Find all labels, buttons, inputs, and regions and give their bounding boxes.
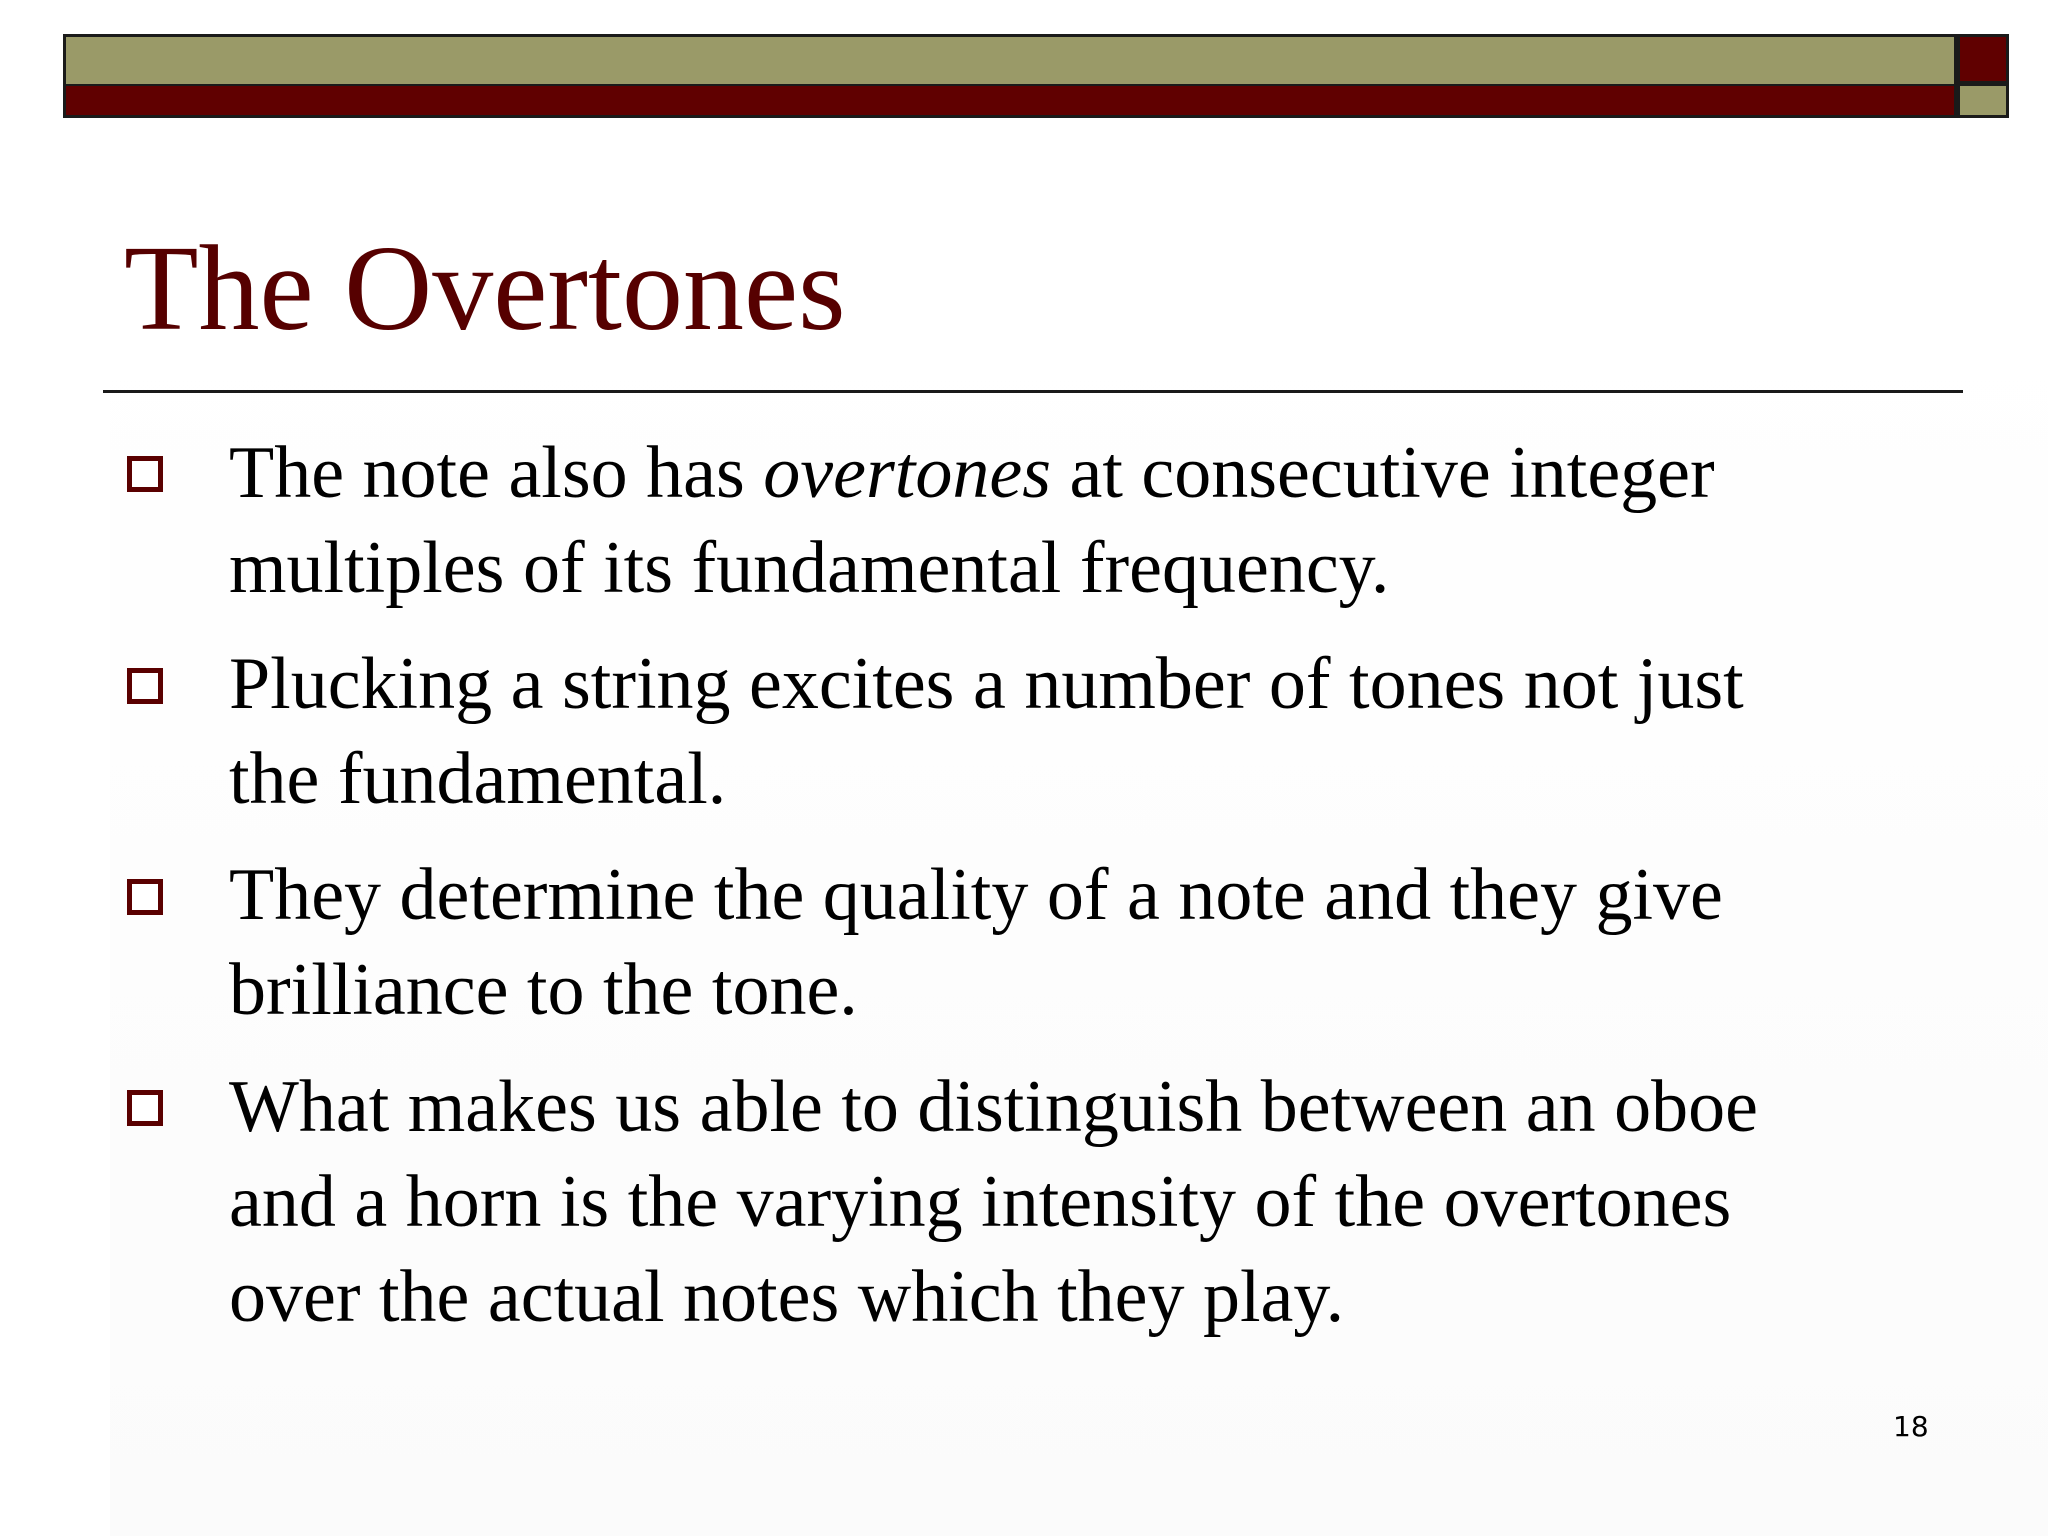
bullet-line: multiples of its fundamental frequency. <box>229 527 1390 609</box>
header-corner-maroon <box>1957 34 2009 84</box>
hollow-square-bullet-icon <box>127 668 163 704</box>
bullet-line: over the actual notes which they play. <box>229 1256 1345 1338</box>
bullet-line: the fundamental. <box>229 738 727 820</box>
header-corner-olive <box>1957 84 2009 118</box>
page-number: 18 <box>1893 1410 1929 1443</box>
slide-title: The Overtones <box>124 221 846 356</box>
hollow-square-bullet-icon <box>127 879 163 915</box>
bullet-line <box>229 426 1929 521</box>
header-band-olive <box>63 34 1957 84</box>
hollow-square-bullet-icon <box>127 456 163 492</box>
bullet-line-after: at consecutive integer <box>1051 432 1715 514</box>
header-band-maroon <box>63 84 1957 118</box>
bullet-line: Plucking a string excites a number of tones not just <box>229 643 1744 725</box>
title-divider <box>103 390 1963 393</box>
bullet-line: They determine the quality of a note and they give <box>229 854 1723 936</box>
bullet-line-before: The note also has <box>229 432 764 514</box>
bullet-text <box>229 848 1929 1038</box>
bullet-line: and a horn is the varying intensity of the overtones <box>229 1161 1732 1243</box>
bullet-text <box>229 637 1929 827</box>
bullet-line: What makes us able to distinguish between an oboe <box>229 1066 1758 1148</box>
bullet-text <box>229 426 1929 616</box>
emphasis-overtones: overtones <box>763 432 1051 514</box>
bullet-line: brilliance to the tone. <box>229 949 858 1031</box>
hollow-square-bullet-icon <box>127 1090 163 1126</box>
bullet-text <box>229 1060 1929 1345</box>
